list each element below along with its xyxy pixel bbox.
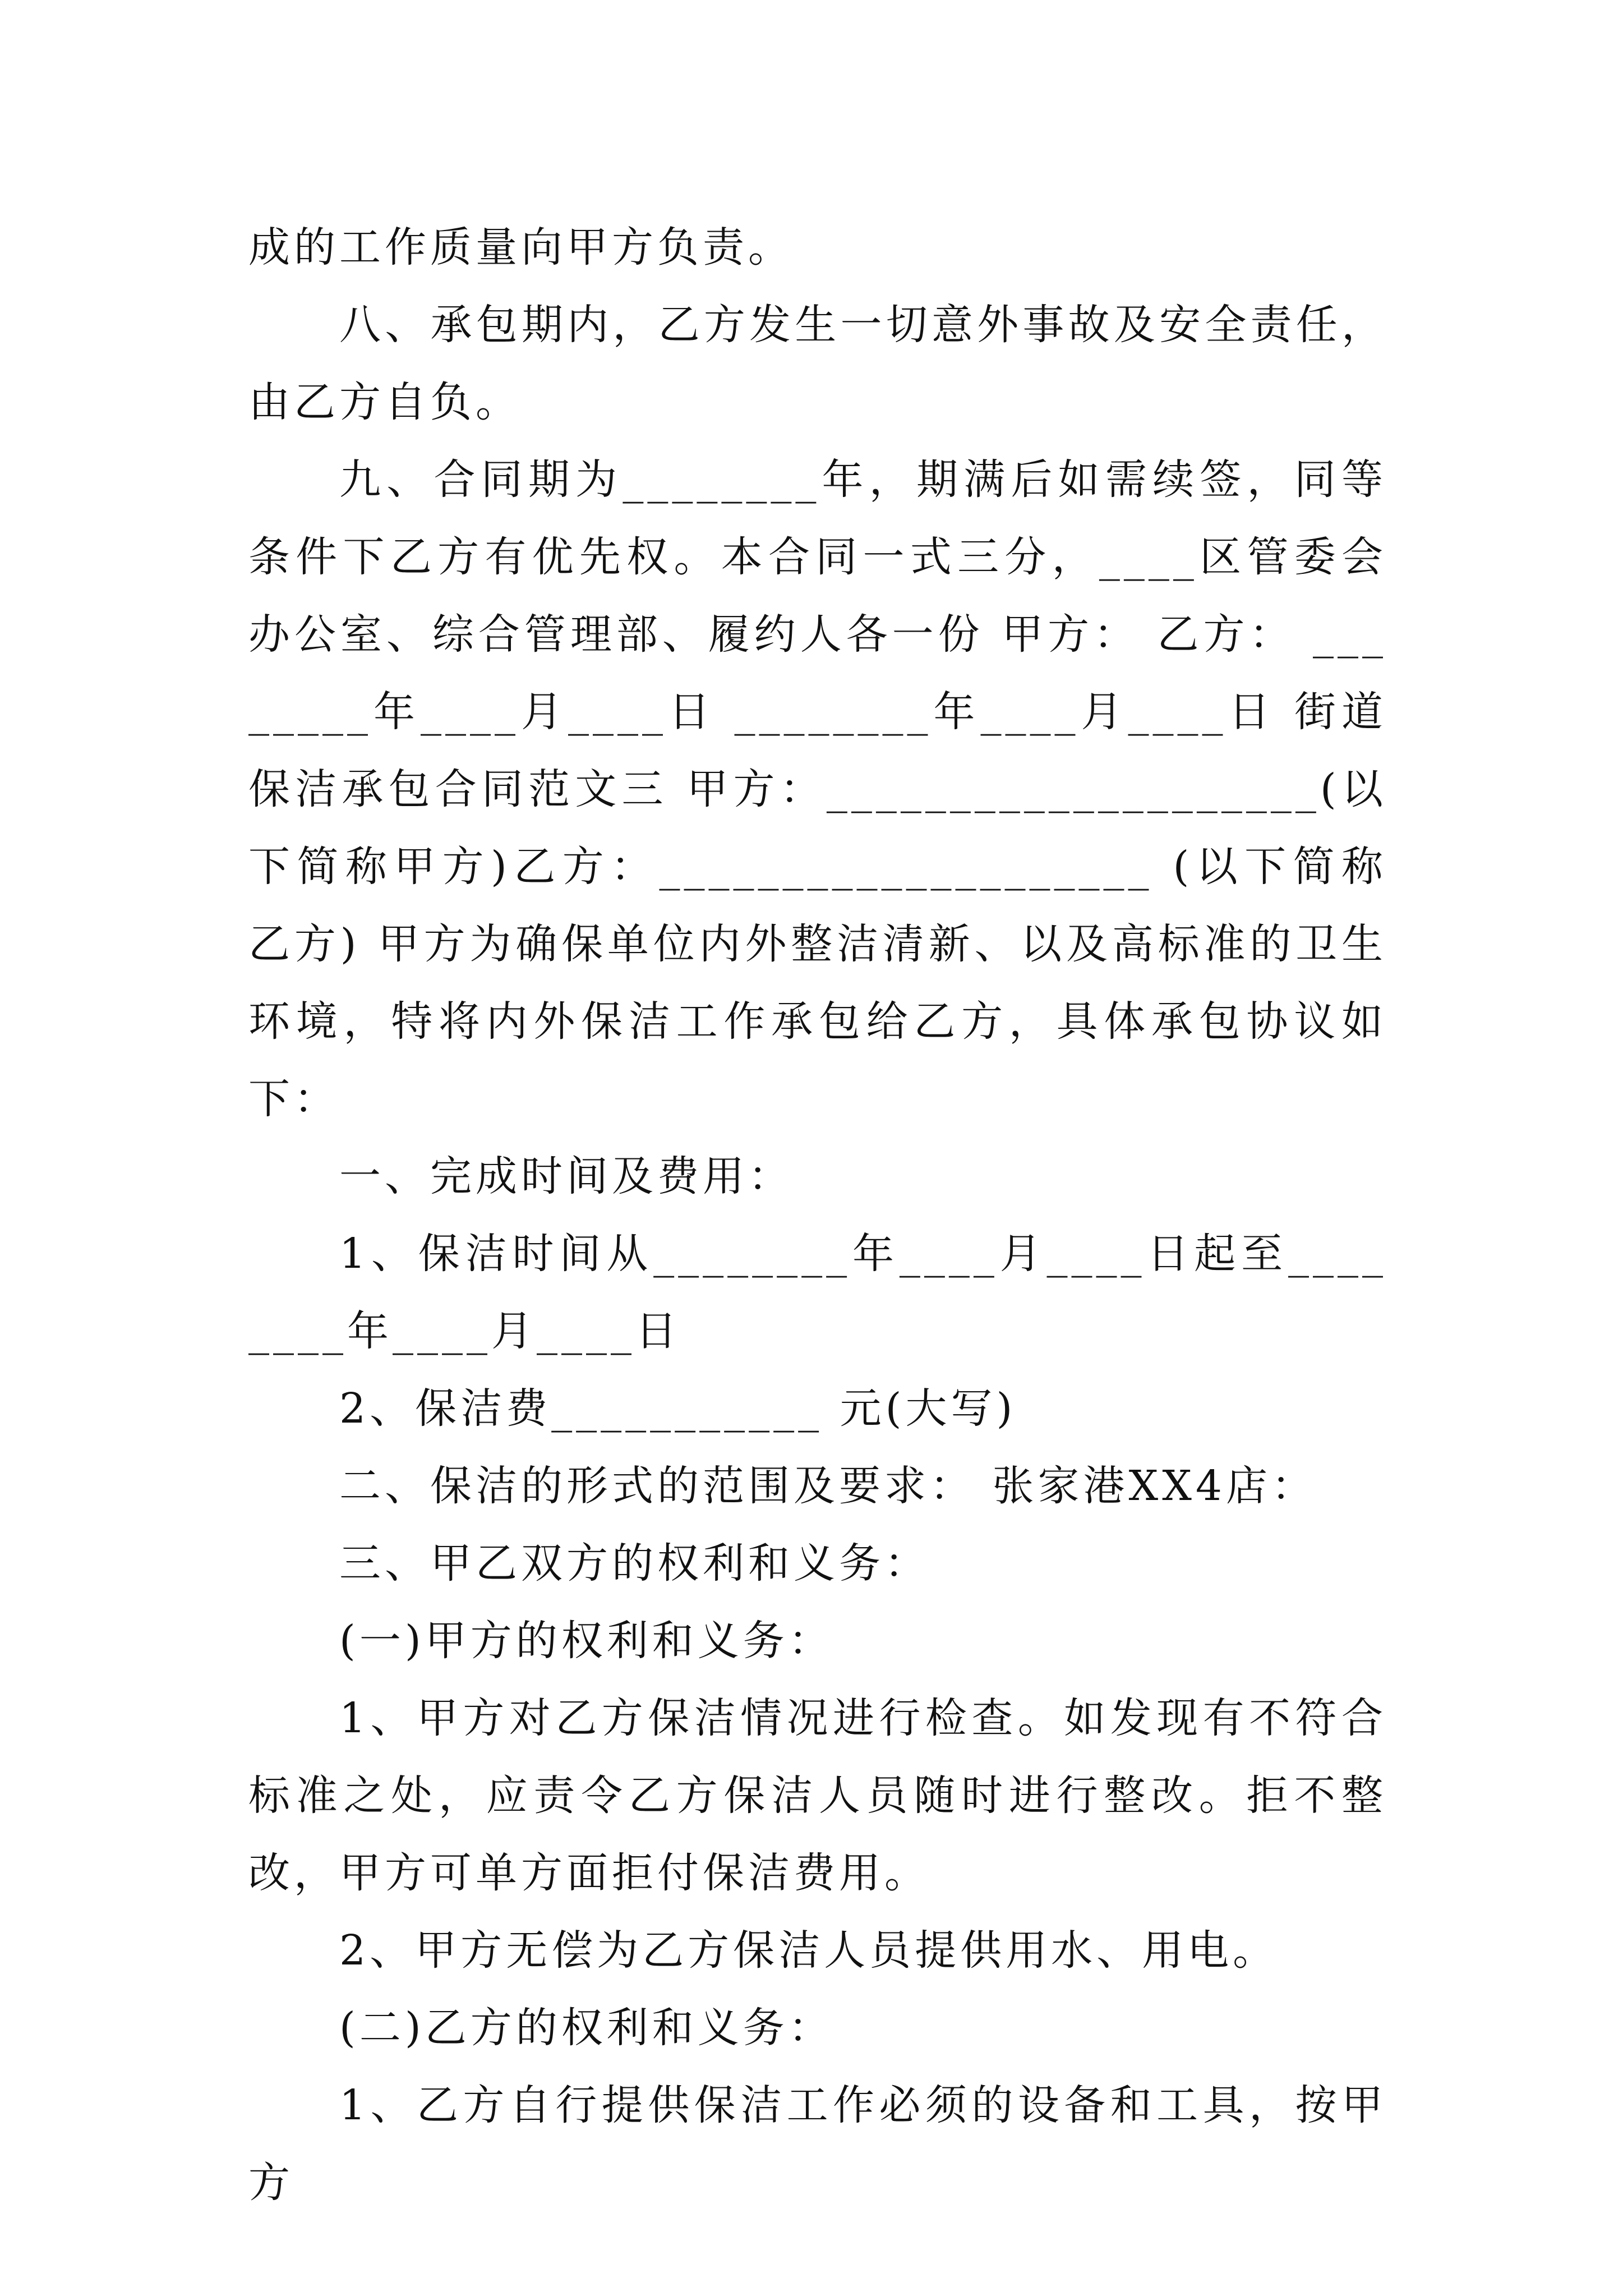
paragraph-section-three-heading: 三、甲乙双方的权利和义务： [339, 1539, 930, 1588]
paragraph-cleaning-period: 1、保洁时间从________年____月____日起至________年____月____日 [248, 1230, 1387, 1355]
paragraph-party-a-inspection: 1、甲方对乙方保洁情况进行检查。如发现有不符合标准之处，应责令乙方保洁人员随时进行整改。拒不整改，甲方可单方面拒付保洁费用。 [248, 1694, 1387, 1897]
paragraph-party-b-equipment: 1、乙方自行提供保洁工作必须的设备和工具，按甲方 [248, 2081, 1387, 2207]
paragraph-clause-eight: 八、承包期内，乙方发生一切意外事故及安全责任，由乙方自负。 [248, 301, 1387, 426]
paragraph-section-one-heading: 一、完成时间及费用： [339, 1152, 794, 1200]
paragraph-cleaning-fee: 2、保洁费___________ 元(大写) [339, 1384, 1017, 1433]
paragraph-party-a-heading: (一)甲方的权利和义务： [339, 1617, 834, 1665]
paragraph-clause-nine: 九、合同期为________年，期满后如需续签，同等条件下乙方有优先权。本合同一式三分，____区管委会办公室、综合管理部、履约人各一份 甲方： 乙方： ________年____月____日 ________年____月____日 街道保洁承包合同范文三 甲方：____________________(以下简称甲方)乙方：____________________ (以下简称乙方) 甲方为确保单位内外整洁清新、以及高标准的卫生环境，特将内外保洁工作承包给乙方，具体承包协议如下： [248, 455, 1387, 1123]
paragraph-party-b-heading: (二)乙方的权利和义务： [339, 2004, 834, 2052]
paragraph-quality-responsibility: 成的工作质量向甲方负责。 [248, 223, 794, 272]
paragraph-party-a-utilities: 2、甲方无偿为乙方保洁人员提供用水、用电。 [339, 1926, 1279, 1975]
paragraph-section-two-heading: 二、保洁的形式的范围及要求： 张家港XX4店： [339, 1462, 1317, 1510]
contract-text-body [248, 209, 1387, 2221]
